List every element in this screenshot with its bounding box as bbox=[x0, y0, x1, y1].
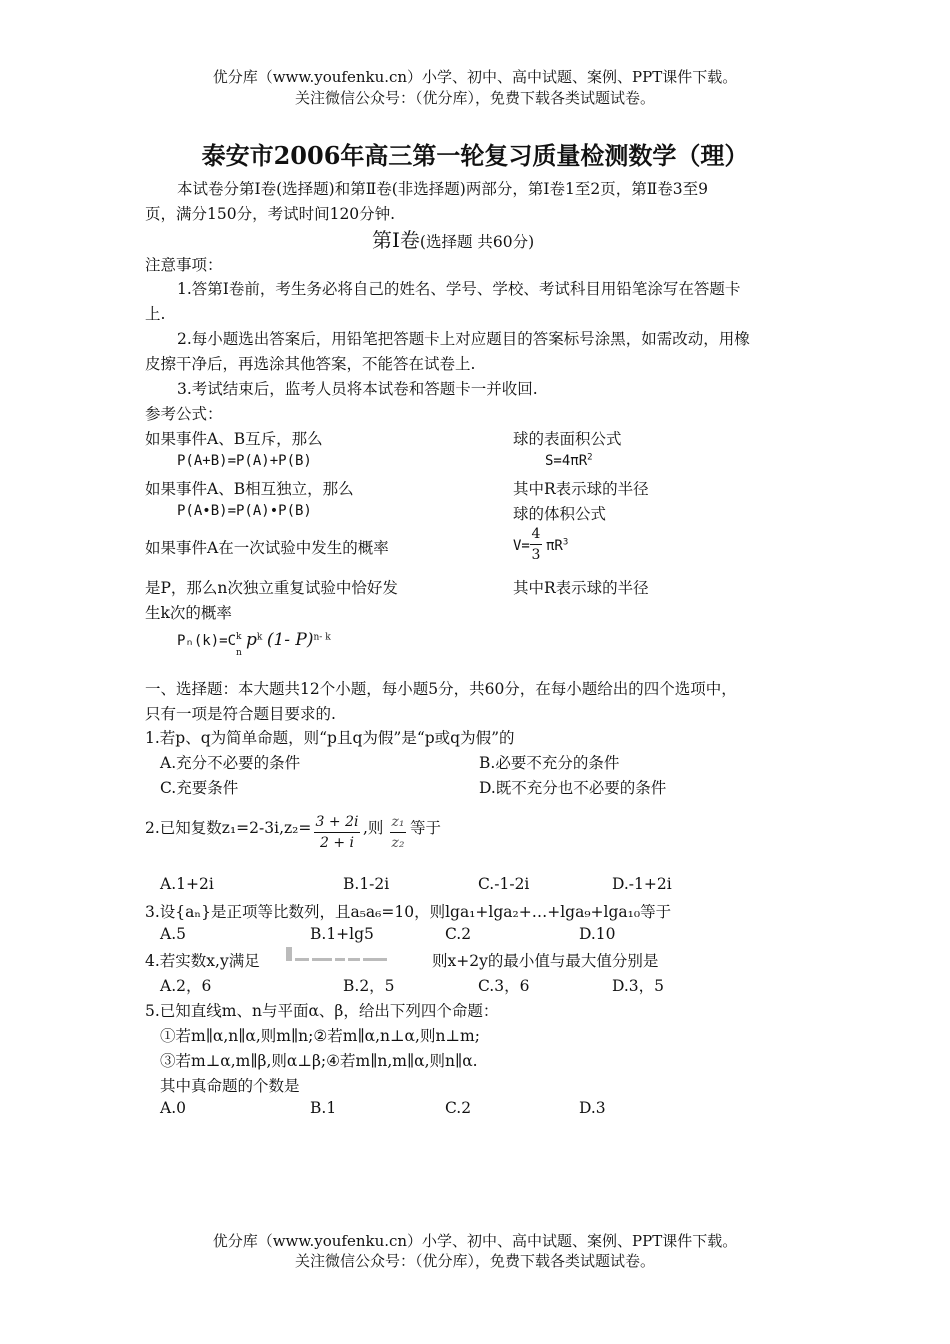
q2-ratio-den: z₂ bbox=[391, 835, 405, 851]
ref-left-4: P(A•B)=P(A)•P(B) bbox=[177, 503, 312, 519]
q5-line3: 其中真命题的个数是 bbox=[160, 1077, 300, 1095]
section1-line1: 一、选择题：本大题共12个小题，每小题5分，共60分，在每小题给出的四个选项中， bbox=[145, 680, 737, 698]
binomial-lhs: Pₙ(k)=C bbox=[177, 633, 237, 649]
binomial-p: p bbox=[246, 630, 257, 650]
q2-ratio-fraction bbox=[390, 814, 406, 851]
q4-option-a: A.2，6 bbox=[160, 977, 212, 995]
sphere-volume-num: 4 bbox=[531, 526, 541, 542]
page-footer-line1: 优分库（www.youfenku.cn）小学、初中、高中试题、案例、PPT课件下载。 bbox=[212, 1232, 738, 1250]
q1-stem: 1.若p、q为简单命题，则“p且q为假”是“p或q为假”的 bbox=[145, 729, 515, 747]
sphere-volume-rhs bbox=[546, 538, 568, 554]
q5-option-c: C.2 bbox=[445, 1099, 472, 1117]
q2-z2-fraction bbox=[314, 814, 360, 851]
ref-right-3: 其中R表示球的半径 bbox=[513, 480, 649, 498]
q1-option-c: C.充要条件 bbox=[160, 779, 239, 797]
ref-left-2: P(A+B)=P(A)+P(B) bbox=[177, 453, 312, 469]
q5-option-d: D.3 bbox=[579, 1099, 606, 1117]
q4-option-d: D.3，5 bbox=[612, 977, 665, 995]
q2-option-d: D.-1+2i bbox=[612, 875, 672, 893]
binomial-p-exp: k bbox=[256, 632, 263, 643]
page-header-line2: 关注微信公众号：（优分库），免费下载各类试题试卷。 bbox=[294, 89, 655, 107]
q2-stem-a: 2.已知复数z₁=2-3i,z₂= bbox=[145, 819, 312, 837]
q2-z2-den: 2 + i bbox=[319, 835, 354, 851]
q2-option-c: C.-1-2i bbox=[478, 875, 530, 893]
note-1a: 1.答第Ⅰ卷前，考生务必将自己的姓名、学号、学校、考试科目用铅笔涂写在答题卡 bbox=[177, 280, 741, 298]
ref-right-4: 球的体积公式 bbox=[513, 505, 607, 523]
q2-option-a: A.1+2i bbox=[160, 875, 214, 893]
q1-option-b: B.必要不充分的条件 bbox=[479, 754, 620, 772]
q5-option-b: B.1 bbox=[310, 1099, 337, 1117]
part1-title: 第Ⅰ卷 bbox=[372, 228, 420, 252]
ref-left-5: 如果事件A在一次试验中发生的概率 bbox=[145, 539, 389, 557]
note-2a: 2.每小题选出答案后，用铅笔把答题卡上对应题目的答案标号涂黑，如需改动，用橡 bbox=[177, 330, 750, 348]
q4-option-b: B.2，5 bbox=[343, 977, 395, 995]
binomial-paren: (1- P) bbox=[266, 630, 314, 650]
q4-stem-a: 4.若实数x,y满足 bbox=[145, 952, 260, 970]
page-footer-line2: 关注微信公众号：（优分库），免费下载各类试题试卷。 bbox=[294, 1252, 655, 1270]
q2-z2-num: 3 + 2i bbox=[315, 814, 359, 830]
intro-line2: 页，满分150分，考试时间120分钟. bbox=[145, 205, 396, 223]
ref-left-3: 如果事件A、B相互独立，那么 bbox=[145, 480, 354, 498]
note-3: 3.考试结束后，监考人员将本试卷和答题卡一并收回. bbox=[177, 380, 538, 398]
q5-line1: ①若m∥α,n∥α,则m∥n;②若m∥α,n⊥α,则n⊥m; bbox=[160, 1027, 480, 1045]
page-header-line1: 优分库（www.youfenku.cn）小学、初中、高中试题、案例、PPT课件下载。 bbox=[212, 68, 738, 86]
ref-right-1: 球的表面积公式 bbox=[513, 430, 622, 448]
binomial-paren-exp: n- k bbox=[313, 632, 331, 643]
binomial-k: k bbox=[236, 632, 242, 642]
ref-right-6: 其中R表示球的半径 bbox=[513, 579, 649, 597]
ref-left-6: 是P，那么n次独立重复试验中恰好发 bbox=[145, 579, 398, 597]
q4-option-c: C.3，6 bbox=[478, 977, 530, 995]
sphere-area: S=4πR bbox=[545, 453, 588, 469]
ref-right-2 bbox=[545, 453, 593, 469]
q5-option-a: A.0 bbox=[160, 1099, 186, 1117]
q3-stem: 3.设{aₙ}是正项等比数列，且a₅a₆=10，则lga₁+lga₂+…+lga₉+lga₁₀等于 bbox=[145, 903, 672, 921]
q3-option-b: B.1+lg5 bbox=[310, 925, 374, 943]
sphere-volume-pr: πR bbox=[546, 538, 563, 554]
q1-option-a: A.充分不必要的条件 bbox=[160, 754, 301, 772]
q3-option-c: C.2 bbox=[445, 925, 472, 943]
sphere-volume-frac bbox=[530, 526, 542, 563]
q4-stem-b: 则x+2y的最小值与最大值分别是 bbox=[432, 952, 659, 970]
q5-line2: ③若m⊥α,m∥β,则α⊥β;④若m∥n,m∥α,则n∥α. bbox=[160, 1052, 478, 1070]
q2-stem-b: ,则 bbox=[363, 819, 384, 837]
section1-line2: 只有一项是符合题目要求的. bbox=[145, 705, 336, 723]
q5-stem: 5.已知直线m、n与平面α、β，给出下列四个命题： bbox=[145, 1002, 499, 1020]
q3-option-a: A.5 bbox=[160, 925, 186, 943]
ref-left-1: 如果事件A、B互斥，那么 bbox=[145, 430, 323, 448]
binomial-n: n bbox=[236, 648, 242, 658]
q2-stem-c: 等于 bbox=[410, 819, 442, 837]
part1-subtitle: (选择题 共60分) bbox=[419, 233, 535, 251]
note-1b: 上. bbox=[145, 305, 166, 323]
sphere-volume-exp: 3 bbox=[562, 537, 569, 548]
notes-heading: 注意事项： bbox=[145, 256, 223, 274]
sphere-area-exp: 2 bbox=[587, 452, 593, 463]
ref-left-7: 生k次的概率 bbox=[145, 604, 232, 622]
ref-heading: 参考公式： bbox=[145, 405, 223, 423]
intro-line1: 本试卷分第Ⅰ卷(选择题)和第Ⅱ卷(非选择题)两部分，第Ⅰ卷1至2页，第Ⅱ卷3至9 bbox=[177, 180, 708, 198]
q3-option-d: D.10 bbox=[579, 925, 616, 943]
q1-option-d: D.既不充分也不必要的条件 bbox=[479, 779, 667, 797]
q2-option-b: B.1-2i bbox=[343, 875, 390, 893]
page-title: 泰安市2006年高三第一轮复习质量检测数学（理） bbox=[201, 141, 749, 170]
sphere-volume-lhs: V= bbox=[513, 538, 530, 554]
q4-constraint-image bbox=[286, 944, 426, 964]
note-2b: 皮擦干净后，再选涂其他答案，不能答在试卷上. bbox=[145, 355, 476, 373]
part1-heading bbox=[372, 224, 534, 253]
q2-ratio-num: z₁ bbox=[391, 814, 405, 830]
sphere-volume-den: 3 bbox=[531, 547, 541, 563]
binomial-formula bbox=[177, 630, 331, 658]
